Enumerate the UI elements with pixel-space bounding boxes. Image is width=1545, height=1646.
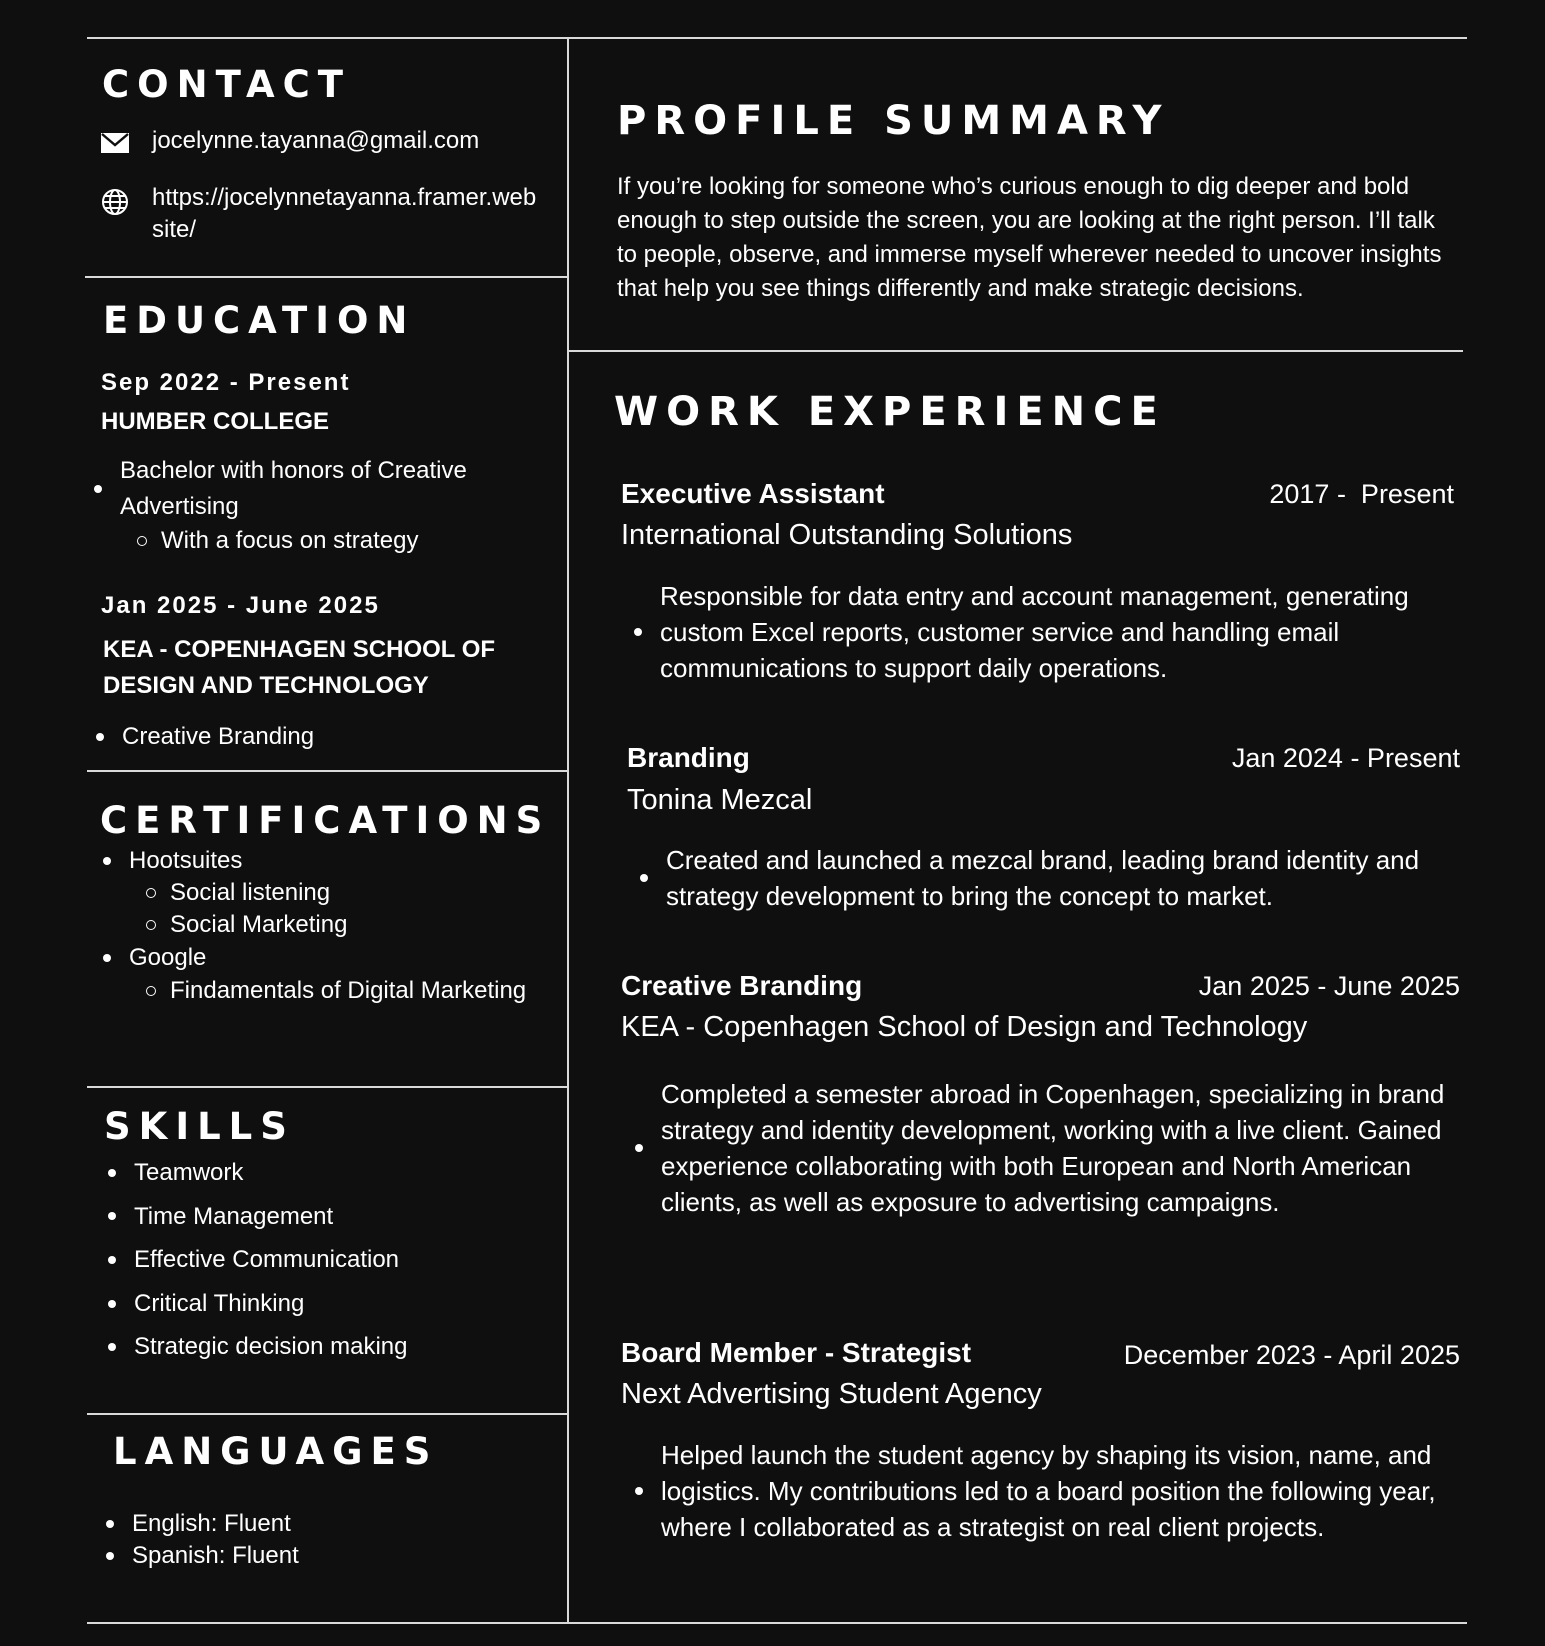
list-item: Completed a semester abroad in Copenhagen, specializing in brand strategy and identity development, working with a live client. Gained experience collaborating with both European and North American clients, as well as exposure to advertising campaigns.	[661, 1076, 1451, 1220]
list-item: Critical Thinking	[134, 1282, 407, 1326]
list-item: Hootsuites	[129, 845, 242, 877]
list-item: Social listening	[170, 877, 347, 909]
divider-education-certifications	[87, 770, 567, 772]
list-item: With a focus on strategy	[161, 523, 418, 559]
profile-text: If you’re looking for someone who’s curious enough to dig deeper and bold enough to step outside the screen, you are looking at the right person. I’ll talk to people, observe, and immerse myself wherever needed to uncover insights that help you see things differently and make strategic decisions.	[617, 173, 1442, 302]
certifications-sublist	[170, 975, 526, 1007]
list-item: Creative Branding	[122, 719, 314, 755]
job-company: Next Advertising Student Agency	[621, 1378, 1042, 1410]
job-role: Creative Branding	[621, 970, 863, 1001]
divider-contact-education	[85, 276, 567, 278]
education-dates: Sep 2022 - Present	[101, 369, 351, 396]
job-dates: December 2023 - April 2025	[1123, 1340, 1460, 1370]
list-item: Created and launched a mezcal brand, leading brand identity and strategy development to bring the concept to market.	[666, 842, 1466, 914]
education-dates: Jan 2025 - June 2025	[101, 592, 380, 619]
certifications-title: CERTIFICATIONS	[100, 799, 551, 842]
job-bullets	[666, 842, 1466, 914]
job-role: Branding	[627, 742, 750, 773]
job-role: Board Member - Strategist	[621, 1337, 972, 1368]
contact-website-line2[interactable]: site/	[152, 216, 197, 243]
certifications-list	[129, 845, 242, 877]
profile-title: PROFILE SUMMARY	[617, 98, 1170, 144]
list-item: Effective Communication	[134, 1238, 407, 1282]
column-divider	[567, 37, 569, 1624]
divider-profile-work	[569, 350, 1463, 352]
list-item: Google	[129, 942, 206, 974]
work-title: WORK EXPERIENCE	[614, 389, 1166, 435]
languages-list	[132, 1508, 299, 1572]
list-item: Strategic decision making	[134, 1325, 407, 1369]
list-item: Time Management	[134, 1195, 407, 1239]
education-school: HUMBER COLLEGE	[101, 408, 329, 435]
job-company: Tonina Mezcal	[627, 784, 813, 816]
job-company: International Outstanding Solutions	[621, 519, 1073, 551]
job-dates: 2017 - Present	[1269, 479, 1454, 509]
job-bullets	[661, 1437, 1441, 1545]
list-item: Responsible for data entry and account management, generating custom Excel reports, customer service and handling email communications to support daily operations.	[660, 578, 1450, 686]
education-title: EDUCATION	[103, 299, 416, 342]
list-item: Bachelor with honors of Creative Advertising	[120, 453, 510, 525]
list-item: Findamentals of Digital Marketing	[170, 975, 526, 1007]
contact-title: CONTACT	[102, 63, 351, 106]
skills-list	[134, 1151, 407, 1369]
list-item: Spanish: Fluent	[132, 1540, 299, 1572]
skills-title: SKILLS	[104, 1105, 295, 1148]
job-company: KEA - Copenhagen School of Design and Technology	[621, 1011, 1308, 1043]
job-role: Executive Assistant	[621, 478, 885, 509]
contact-website-line1[interactable]: https://jocelynnetayanna.framer.web	[152, 184, 537, 211]
job-bullets	[661, 1076, 1451, 1220]
certifications-list	[129, 942, 206, 974]
education-school: DESIGN AND TECHNOLOGY	[103, 672, 429, 699]
list-item: Helped launch the student agency by shaping its vision, name, and logistics. My contributions led to a board position the following year, where I collaborated as a strategist on real client projects.	[661, 1437, 1441, 1545]
job-dates: Jan 2024 - Present	[1231, 743, 1460, 773]
bottom-rule	[87, 1622, 1467, 1624]
education-list	[120, 453, 510, 525]
job-dates: Jan 2025 - June 2025	[1198, 971, 1460, 1001]
education-sublist	[161, 523, 418, 559]
list-item: Social Marketing	[170, 909, 347, 941]
globe-icon	[101, 188, 129, 216]
envelope-icon	[101, 133, 129, 153]
divider-skills-languages	[87, 1413, 567, 1415]
education-list	[122, 719, 314, 755]
certifications-sublist	[170, 877, 347, 941]
education-school: KEA - COPENHAGEN SCHOOL OF	[103, 636, 496, 663]
list-item: Teamwork	[134, 1151, 407, 1195]
list-item: English: Fluent	[132, 1508, 299, 1540]
job-bullets	[660, 578, 1450, 686]
languages-title: LANGUAGES	[113, 1430, 439, 1473]
divider-certifications-skills	[87, 1086, 567, 1088]
contact-email[interactable]: jocelynne.tayanna@gmail.com	[152, 127, 480, 154]
top-rule	[87, 37, 1467, 39]
